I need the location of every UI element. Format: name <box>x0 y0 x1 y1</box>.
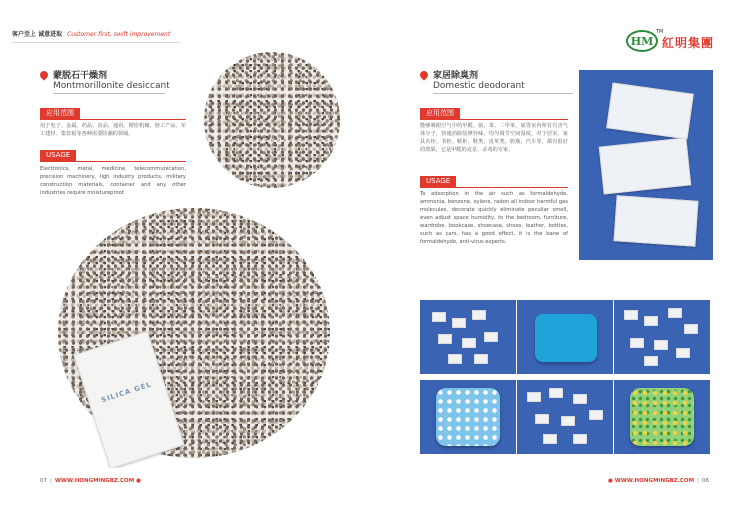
right-scope-tag: 应用范围 <box>420 108 460 119</box>
slogan-cn: 客户至上 诚意进取 <box>12 31 63 38</box>
product-thumb-6 <box>614 380 710 454</box>
svg-text:HM: HM <box>630 35 654 48</box>
left-title-rule <box>53 93 165 94</box>
left-scope-rule <box>40 119 186 120</box>
granules-photo-large <box>40 200 334 468</box>
right-usage-tag: USAGE <box>420 176 456 187</box>
product-thumb-2 <box>517 300 613 374</box>
left-title-cn: 蒙脱石干燥剂 <box>53 71 108 81</box>
floral-pillow <box>630 388 694 446</box>
right-title-rule <box>433 93 573 94</box>
right-title-cn: 家居除臭剂 <box>433 71 479 81</box>
location-pin-icon <box>38 69 49 80</box>
location-pin-icon <box>418 69 429 80</box>
blue-pillow <box>535 314 597 362</box>
deodorant-packet <box>599 138 692 195</box>
left-usage-tag: USAGE <box>40 150 76 161</box>
left-footer-url[interactable]: WWW.HONGMINGBZ.COM <box>54 478 135 484</box>
header-slogan <box>12 29 170 38</box>
brand-logo <box>626 29 741 59</box>
product-thumb-1 <box>420 300 516 374</box>
left-scope-text: 用于电子、金属、药品、食品、通讯、精密机械、轻工产品、军工建材、集装箱等各种需要防潮的领域。 <box>40 123 186 137</box>
granule-pile <box>204 52 340 188</box>
brand-name: 紅明集團 <box>662 36 715 50</box>
right-title-en: Domestic deodorant <box>433 81 525 91</box>
deodorant-packet <box>613 195 698 247</box>
patterned-pillow <box>436 388 500 446</box>
left-usage-rule <box>40 161 186 162</box>
product-thumb-4 <box>420 380 516 454</box>
left-page-number: 07 <box>40 478 47 484</box>
deodorant-packet <box>606 83 694 140</box>
left-footer: 07 | WWW.HONGMINGBZ.COM ● <box>40 478 141 484</box>
left-title-en: Montmorillonite desiccant <box>53 81 170 91</box>
right-scope-text: 能够吸附空气中的甲醛、氨、苯、二甲苯、氡等室内所有有害气体分子，快速消除装修异味，均匀调节空间湿度，对于居室、家具衣柜、书柜、鞋柜、鞋类、皮革类、奶瓶、汽车等，都有很好的效果，它是甲醛的克星、杀毒的专家。 <box>420 123 568 153</box>
header-divider <box>12 42 180 43</box>
granules-photo-small <box>196 46 346 194</box>
deodorant-packets-photo <box>579 70 713 260</box>
product-thumb-5 <box>517 380 613 454</box>
right-scope-rule <box>420 119 568 120</box>
left-scope-tag: 应用范围 <box>40 108 80 119</box>
left-usage-text: Electronics, metal, medicine, telecommunication, precision machinery, ligh industry products, military construction materials, container and any other industries require moistureproof. <box>40 166 186 196</box>
right-page-number: 08 <box>701 478 709 484</box>
right-usage-text: To adsorption in the air such as formaldehyde, ammonia, benzene, xylene, radon all indoor harmful gas molecules, decorate quickly eliminate peculiar smell, even adjust space humidity, to the bedroom, furniture, wardrobe, bookcase, shoecase, shoes, leather, bottles, such as cars, has a good effect, it is the bane of formaldehyde, anti-virus experts. <box>420 191 568 245</box>
product-thumb-3 <box>614 300 710 374</box>
hm-logo-icon <box>626 29 658 53</box>
right-footer-url[interactable]: WWW.HONGMINGBZ.COM <box>614 478 695 484</box>
right-usage-rule <box>420 187 568 188</box>
packet-label: SILICA GEL <box>100 380 153 405</box>
slogan-en: Customer first, swift improvement <box>67 31 171 38</box>
trademark-symbol: TM <box>656 29 664 35</box>
right-footer: ● WWW.HONGMINGBZ.COM | 08 <box>608 478 709 484</box>
